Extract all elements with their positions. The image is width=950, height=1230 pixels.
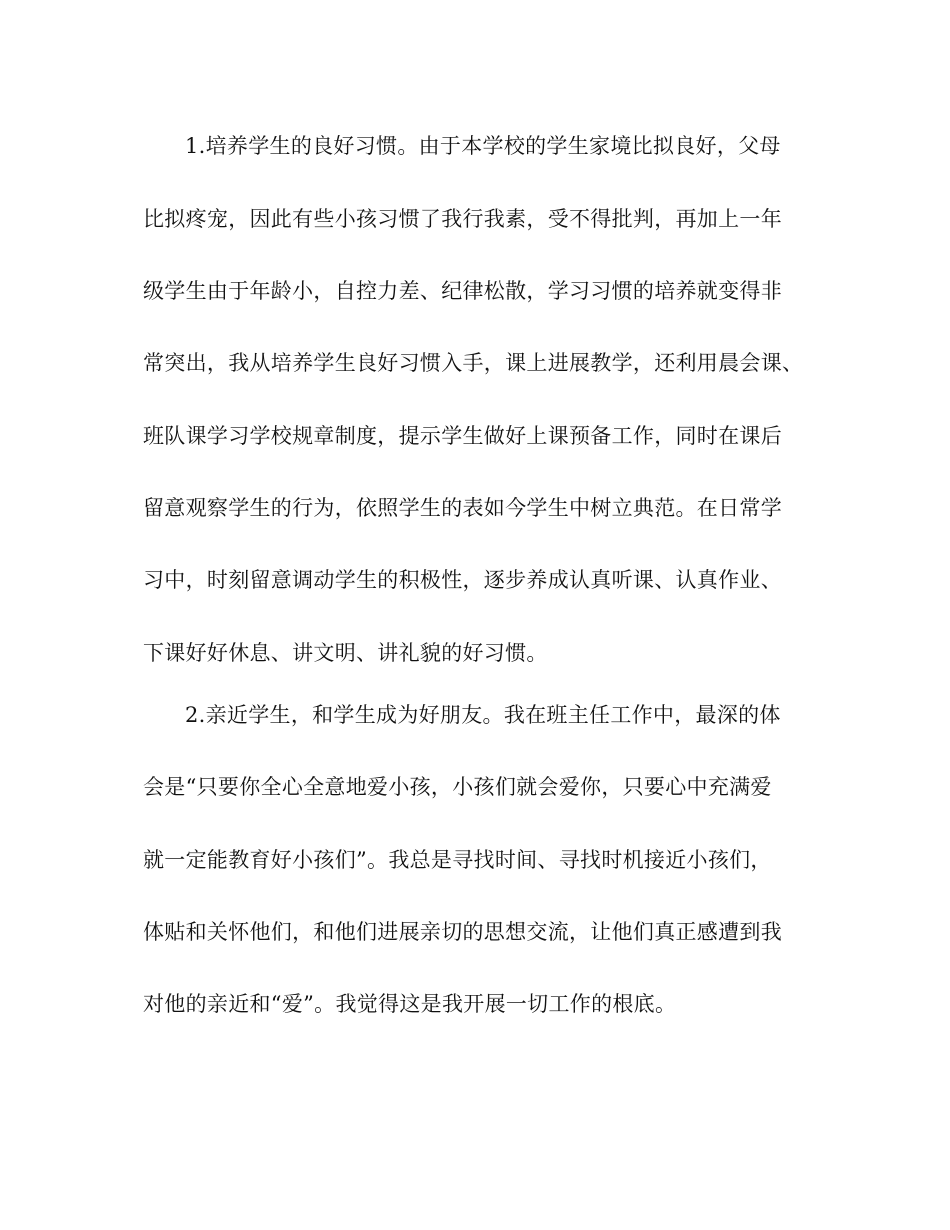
paragraph-line: 2.亲近学生，和学生成为好朋友。我在班主任工作中，最深的体 bbox=[185, 703, 781, 727]
paragraph-line: 就一定能教育好小孩们”。我总是寻找时间、寻找时机接近小孩们， bbox=[143, 848, 772, 872]
paragraph-line: 班队课学习学校规章制度，提示学生做好上课预备工作，同时在课后 bbox=[143, 424, 782, 448]
paragraph-line: 常突出，我从培养学生良好习惯入手，课上进展教学，还利用晨会课、 bbox=[143, 351, 804, 375]
paragraph-line: 体贴和关怀他们，和他们进展亲切的思想交流，让他们真正感遭到我 bbox=[143, 920, 782, 944]
paragraph-line: 会是“只要你全心全意地爱小孩，小孩们就会爱你，只要心中充满爱 bbox=[143, 775, 772, 799]
paragraph-line: 1.培养学生的良好习惯。由于本学校的学生家境比拟良好，父母 bbox=[185, 134, 781, 158]
paragraph-line: 下课好好休息、讲文明、讲礼貌的好习惯。 bbox=[143, 641, 548, 665]
paragraph-line: 习中，时刻留意调动学生的积极性，逐步养成认真听课、认真作业、 bbox=[143, 568, 782, 592]
paragraph-line: 留意观察学生的行为，依照学生的表如今学生中树立典范。在日常学 bbox=[143, 496, 782, 520]
paragraph-line: 级学生由于年龄小，自控力差、纪律松散，学习习惯的培养就变得非 bbox=[143, 279, 782, 303]
paragraph-line: 比拟疼宠，因此有些小孩习惯了我行我素，受不得批判，再加上一年 bbox=[143, 207, 782, 231]
paragraph-line: 对他的亲近和“爱”。我觉得这是我开展一切工作的根底。 bbox=[143, 992, 677, 1016]
